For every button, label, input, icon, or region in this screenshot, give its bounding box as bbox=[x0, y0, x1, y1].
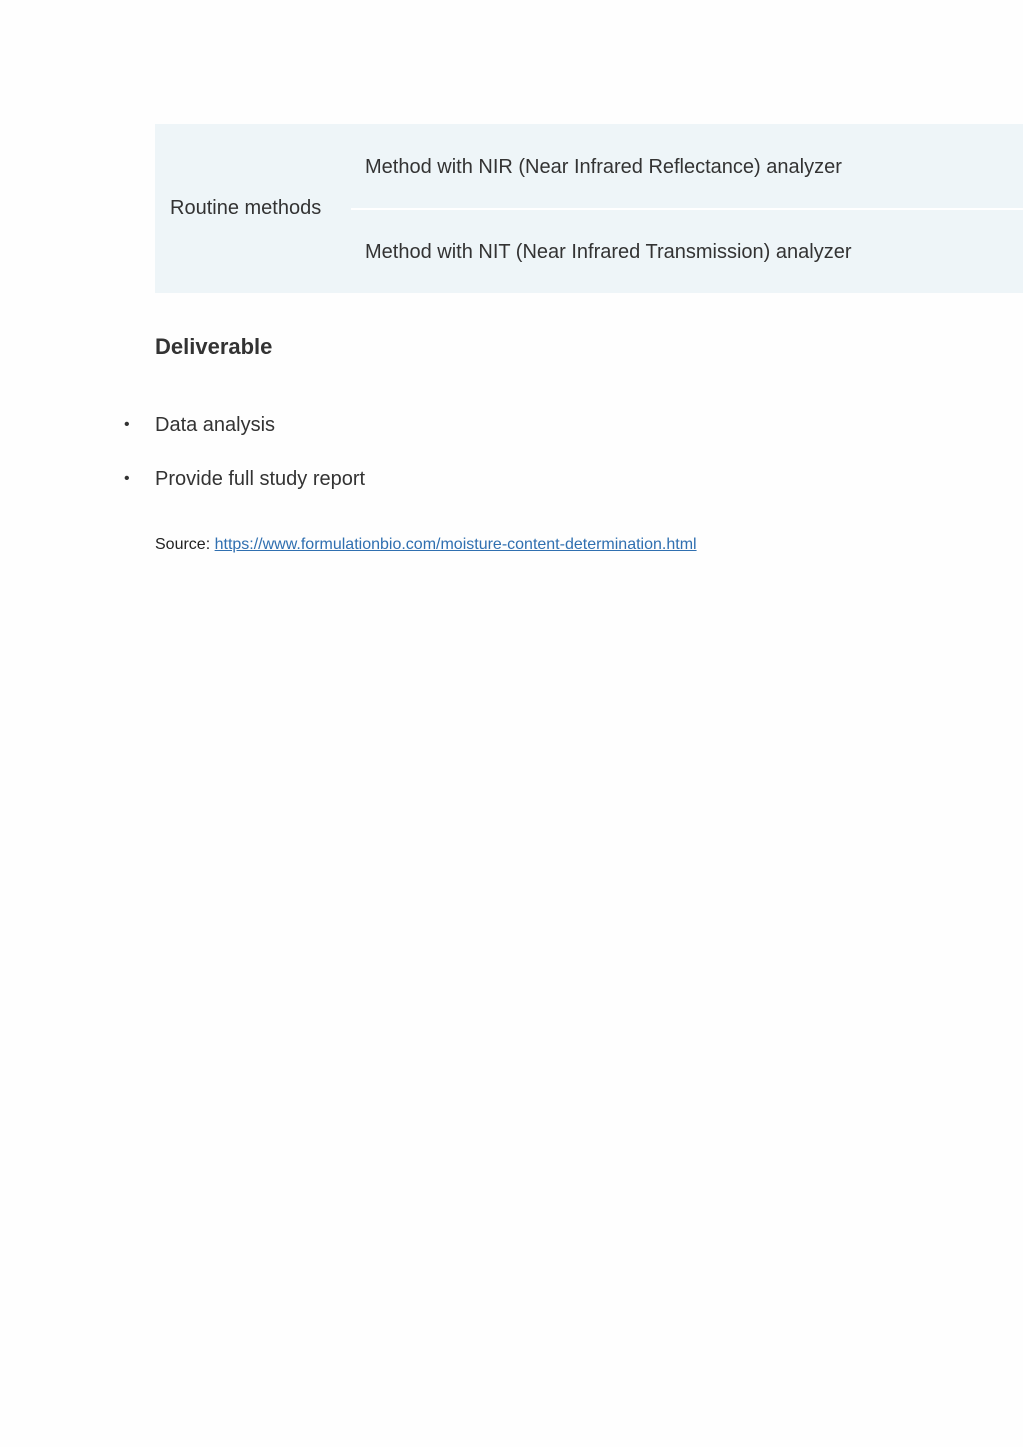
source-citation bbox=[155, 534, 697, 556]
table-row-label: Routine methods bbox=[170, 197, 322, 219]
deliverable-heading: Deliverable bbox=[155, 334, 273, 359]
list-item-text: Data analysis bbox=[155, 414, 276, 436]
bullet-icon: • bbox=[124, 416, 130, 433]
list-item-text: Provide full study report bbox=[155, 468, 366, 490]
list-item bbox=[120, 465, 365, 493]
table-row-divider bbox=[351, 208, 1023, 210]
table-cell-nir-method: Method with NIR (Near Infrared Reflectance) analyzer bbox=[365, 156, 842, 178]
source-label: Source: bbox=[155, 536, 211, 553]
deliverable-list bbox=[120, 411, 365, 519]
source-link[interactable]: https://www.formulationbio.com/moisture-content-determination.html bbox=[214, 536, 697, 553]
table-cell-nit-method: Method with NIT (Near Infrared Transmission) analyzer bbox=[365, 241, 852, 263]
bullet-icon: • bbox=[124, 470, 130, 487]
list-item bbox=[120, 411, 365, 439]
methods-table bbox=[155, 124, 1023, 293]
